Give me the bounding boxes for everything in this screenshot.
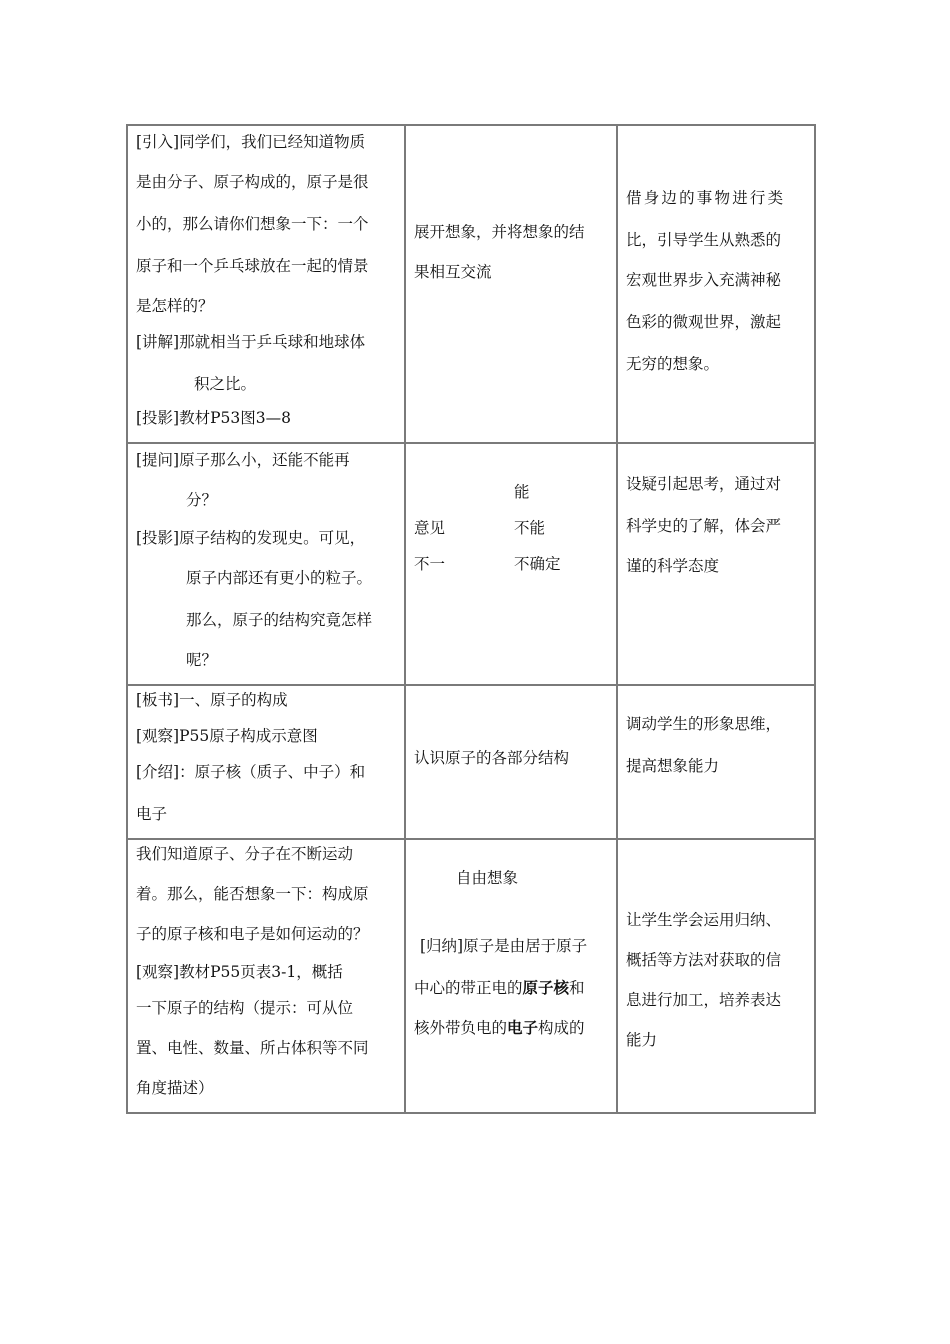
text-line: [投影]原子结构的发现史。可见， (136, 529, 366, 547)
teacher-activity-cell (128, 126, 406, 442)
text-line: 是怎样的？ (136, 297, 214, 315)
text-line: 设疑引起思考，通过对 (626, 475, 782, 493)
text-line: 能力 (626, 1031, 658, 1049)
text-line: 着。那么，能否想象一下：构成原 (136, 885, 369, 903)
text-line: 角度描述） (136, 1079, 214, 1097)
text-line: [观察]P55原子构成示意图 (136, 727, 318, 745)
teacher-activity-cell (128, 840, 406, 1112)
summary-line (414, 978, 585, 998)
text-line: 原子内部还有更小的粒子。 (186, 569, 373, 587)
text-span: 构成的 (538, 1019, 585, 1037)
table-row (128, 840, 814, 1112)
text-line: [观察]教材P55页表3-1，概括 (136, 963, 343, 981)
text-line: [提问]原子那么小，还能不能再 (136, 451, 350, 469)
text-line: [板书]一、原子的构成 (136, 691, 288, 709)
teacher-activity-cell (128, 444, 406, 684)
text-line: 无穷的想象。 (626, 355, 720, 373)
text-line: 积之比。 (194, 375, 257, 393)
text-line: 宏观世界步入充满神秘 (626, 271, 782, 289)
student-activity-cell (406, 126, 618, 442)
text-line: 分？ (186, 491, 218, 509)
teacher-activity-cell (128, 686, 406, 838)
text-line: 认识原子的各部分结构 (414, 749, 570, 767)
text-line: 展开想象，并将想象的结 (414, 223, 585, 241)
text-line: 一下原子的结构（提示：可从位 (136, 999, 354, 1017)
design-intent-cell (618, 444, 814, 684)
text-line: [投影]教材P53图3—8 (136, 409, 291, 427)
text-line: 息进行加工，培养表达 (626, 991, 782, 1009)
text-line: 小的，那么请你们想象一下：一个 (136, 215, 369, 233)
text-line: 置、电性、数量、所占体积等不同 (136, 1039, 369, 1057)
text-line: [介绍]：原子核（质子、中子）和 (136, 763, 366, 781)
opinion-label: 不确定 (514, 555, 561, 573)
design-intent-cell (618, 840, 814, 1112)
summary-line (414, 1018, 585, 1038)
key-term-nucleus: 原子核 (522, 978, 570, 997)
text-line: 色彩的微观世界，激起 (626, 313, 782, 331)
text-span: 中心的带正电的 (414, 979, 523, 997)
text-line: 子的原子核和电子是如何运动的？ (136, 925, 369, 943)
text-line: 调动学生的形象思维， (626, 715, 782, 733)
student-activity-cell (406, 840, 618, 1112)
lesson-table (126, 124, 816, 1114)
text-line: 我们知道原子、分子在不断运动 (136, 845, 354, 863)
text-line: 果相互交流 (414, 263, 492, 281)
student-activity-cell (406, 686, 618, 838)
text-line: 是由分子、原子构成的，原子是很 (136, 173, 369, 191)
student-activity-cell (406, 444, 618, 684)
table-row (128, 126, 814, 444)
text-line: 比，引导学生从熟悉的 (626, 231, 782, 249)
text-line: 提高想象能力 (626, 757, 720, 775)
text-line: 谨的科学态度 (626, 557, 720, 575)
text-line: 那么，原子的结构究竟怎样 (186, 611, 373, 629)
text-line: 借身边的事物进行类 (626, 189, 786, 207)
text-line: 让学生学会运用归纳、 (626, 911, 782, 929)
opinion-label: 不一 (414, 555, 446, 573)
table-row (128, 444, 814, 686)
table-row (128, 686, 814, 840)
key-term-electron: 电子 (507, 1018, 539, 1037)
opinion-label: 不能 (514, 519, 546, 537)
text-line: 电子 (136, 805, 168, 823)
text-line: 原子和一个乒乓球放在一起的情景 (136, 257, 369, 275)
text-line: [引入]同学们，我们已经知道物质 (136, 133, 366, 151)
text-line: 科学史的了解，体会严 (626, 517, 782, 535)
text-line: [归纳]原子是由居于原子 (420, 937, 588, 955)
text-span: 和 (569, 979, 585, 997)
text-line: 呢？ (186, 651, 218, 669)
text-line: 概括等方法对获取的信 (626, 951, 782, 969)
text-line: 自由想象 (456, 869, 519, 887)
design-intent-cell (618, 686, 814, 838)
design-intent-cell (618, 126, 814, 442)
opinion-label: 意见 (414, 519, 446, 537)
text-span: 核外带负电的 (414, 1019, 508, 1037)
opinion-label: 能 (514, 483, 530, 501)
text-line: [讲解]那就相当于乒乓球和地球体 (136, 333, 366, 351)
